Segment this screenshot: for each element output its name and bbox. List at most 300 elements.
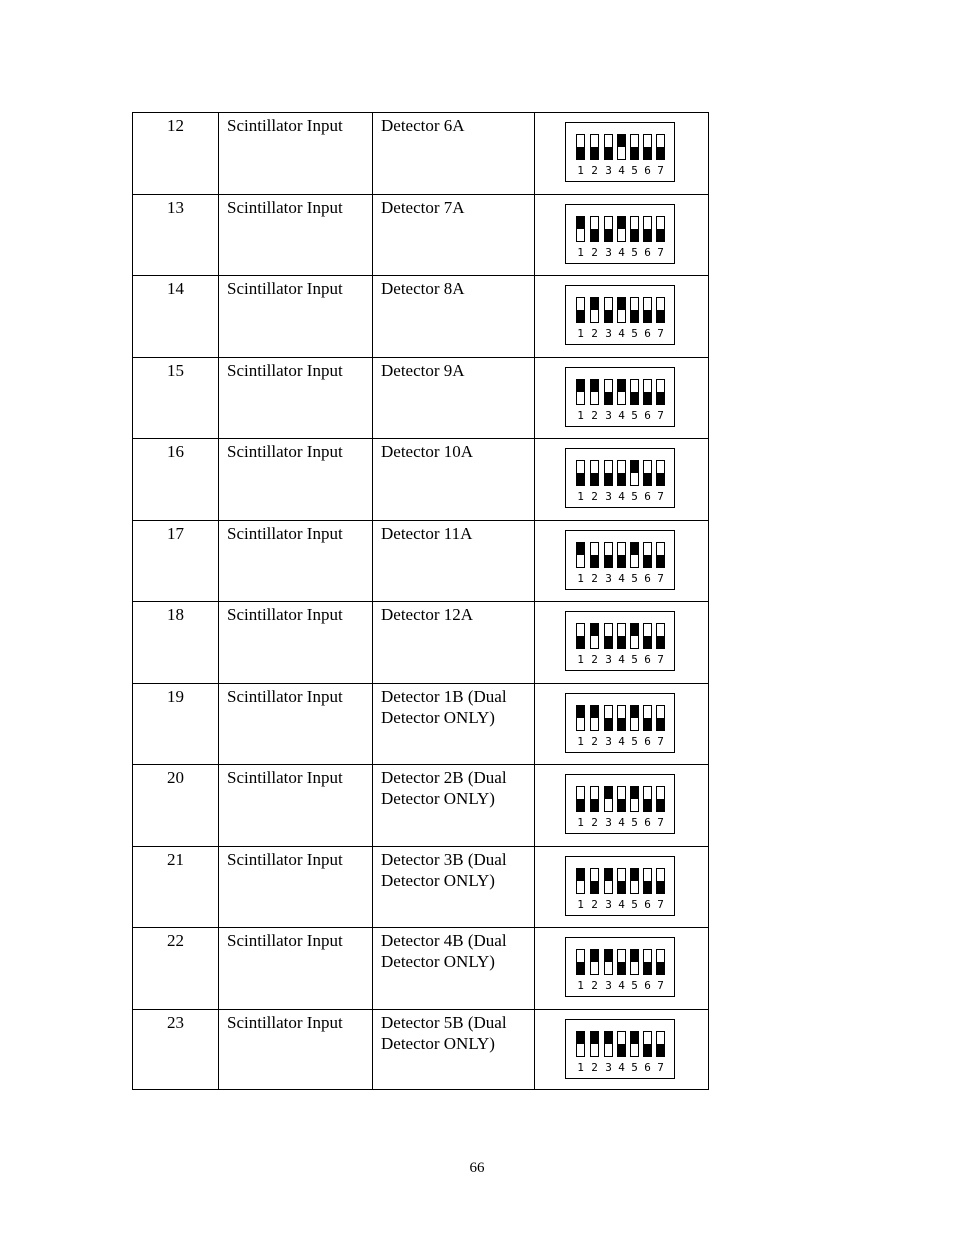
switch-knob bbox=[644, 392, 651, 404]
detector-description bbox=[372, 113, 534, 194]
detector-description bbox=[372, 765, 534, 846]
switch-knob bbox=[605, 950, 612, 962]
dip-switch-7-off bbox=[656, 542, 665, 568]
switch-number-label: 7 bbox=[657, 245, 664, 259]
switch-knob bbox=[657, 1044, 664, 1056]
switch-knob bbox=[605, 392, 612, 404]
dip-switch-5-on bbox=[630, 542, 639, 568]
switch-number-label: 4 bbox=[618, 1060, 625, 1074]
switch-number-label: 6 bbox=[644, 897, 651, 911]
switch-knob bbox=[657, 799, 664, 811]
dip-switch-2-on bbox=[590, 379, 599, 405]
switch-knob bbox=[591, 229, 598, 241]
switch-knob bbox=[591, 950, 598, 962]
row-number: 12 bbox=[167, 116, 184, 135]
dip-switch-7-off bbox=[656, 216, 665, 242]
dip-switch-4-off bbox=[617, 949, 626, 975]
dip-switch-5-on bbox=[630, 623, 639, 649]
switch-knob bbox=[657, 636, 664, 648]
switch-number-label: 1 bbox=[577, 245, 584, 259]
table-row bbox=[132, 275, 709, 357]
switch-knob bbox=[618, 1044, 625, 1056]
switch-number-label: 2 bbox=[591, 1060, 598, 1074]
switch-knob bbox=[618, 881, 625, 893]
switch-number-label: 3 bbox=[605, 571, 612, 585]
switch-knob bbox=[618, 962, 625, 974]
switch-knob bbox=[618, 380, 625, 392]
row-number: 23 bbox=[167, 1012, 184, 1032]
dip-switch-6-off bbox=[643, 949, 652, 975]
switch-knob bbox=[657, 392, 664, 404]
dip-switch-6-off bbox=[643, 786, 652, 812]
switch-knob bbox=[631, 706, 638, 718]
row-number: 21 bbox=[167, 849, 184, 869]
detector-description-line1: Detector 2B (Dual bbox=[381, 768, 507, 787]
dip-switch-diagram bbox=[565, 285, 675, 345]
dip-switch-7-off bbox=[656, 786, 665, 812]
detector-description-line1: Detector 4B (Dual bbox=[381, 931, 507, 950]
switch-knob bbox=[591, 706, 598, 718]
switch-number-label: 5 bbox=[631, 327, 638, 340]
dip-switch-7-off bbox=[656, 623, 665, 649]
dip-switch-2-off bbox=[590, 868, 599, 894]
dip-switch-6-off bbox=[643, 134, 652, 160]
switch-number-label: 6 bbox=[644, 490, 651, 503]
switch-knob bbox=[577, 869, 584, 881]
switch-number-label: 4 bbox=[618, 327, 625, 340]
detector-description-line2: Detector ONLY) bbox=[381, 707, 495, 727]
switch-knob bbox=[644, 799, 651, 811]
dip-switch-3-off bbox=[604, 460, 613, 486]
switch-number-label: 1 bbox=[577, 897, 584, 911]
dip-switch-1-off bbox=[576, 134, 585, 160]
switch-knob bbox=[657, 881, 664, 893]
switch-knob bbox=[618, 555, 625, 567]
dip-switch-6-off bbox=[643, 542, 652, 568]
switch-number-label: 1 bbox=[577, 164, 584, 177]
dip-switch-7-off bbox=[656, 949, 665, 975]
switch-number-label: 4 bbox=[618, 979, 625, 992]
switch-number-label: 3 bbox=[605, 164, 612, 177]
table-row bbox=[132, 357, 709, 439]
dip-switch-2-off bbox=[590, 216, 599, 242]
switch-knob bbox=[631, 624, 638, 636]
switch-knob bbox=[657, 555, 664, 567]
switch-knob bbox=[644, 636, 651, 648]
input-type: Scintillator Input bbox=[218, 276, 372, 357]
switch-number-label: 2 bbox=[591, 897, 598, 911]
switch-number-label: 4 bbox=[618, 245, 625, 259]
switch-number-label: 3 bbox=[605, 816, 612, 829]
dip-switch-2-on bbox=[590, 623, 599, 649]
dip-switch-3-off bbox=[604, 134, 613, 160]
dip-switch-4-off bbox=[617, 868, 626, 894]
dip-switch-diagram bbox=[565, 448, 675, 508]
switch-number-label: 2 bbox=[591, 327, 598, 340]
dip-switch-cell bbox=[534, 195, 708, 276]
switch-knob bbox=[591, 1032, 598, 1044]
dip-switch-6-off bbox=[643, 705, 652, 731]
dip-switch-3-off bbox=[604, 297, 613, 323]
dip-switch-3-on bbox=[604, 786, 613, 812]
switch-number-label: 1 bbox=[577, 1060, 584, 1074]
switch-knob bbox=[631, 950, 638, 962]
dip-switch-diagram bbox=[565, 204, 675, 264]
detector-description bbox=[372, 847, 534, 928]
table-row bbox=[132, 438, 709, 520]
detector-description-line1: Detector 10A bbox=[381, 442, 474, 461]
dip-switch-4-off bbox=[617, 786, 626, 812]
row-number: 16 bbox=[167, 442, 184, 461]
switch-number-label: 2 bbox=[591, 490, 598, 503]
dip-switch-cell bbox=[534, 439, 708, 520]
switch-knob bbox=[618, 473, 625, 485]
switch-number-label: 5 bbox=[631, 897, 638, 911]
dip-switch-6-off bbox=[643, 297, 652, 323]
detector-description-line1: Detector 6A bbox=[381, 116, 465, 135]
switch-knob bbox=[577, 962, 584, 974]
switch-number-label: 2 bbox=[591, 571, 598, 585]
dip-switch-1-on bbox=[576, 705, 585, 731]
dip-switch-4-on bbox=[617, 297, 626, 323]
dip-switch-cell bbox=[534, 684, 708, 765]
switch-number-label: 6 bbox=[644, 816, 651, 829]
switch-knob bbox=[657, 962, 664, 974]
detector-description-line2: Detector ONLY) bbox=[381, 1033, 495, 1053]
switch-knob bbox=[657, 147, 664, 159]
switch-knob bbox=[591, 799, 598, 811]
switch-knob bbox=[631, 543, 638, 555]
dip-switch-1-off bbox=[576, 460, 585, 486]
switch-knob bbox=[577, 636, 584, 648]
switch-knob bbox=[577, 217, 584, 229]
switch-knob bbox=[618, 799, 625, 811]
switch-knob bbox=[577, 380, 584, 392]
switch-number-label: 6 bbox=[644, 164, 651, 177]
dip-switch-diagram bbox=[565, 122, 675, 182]
dip-switch-5-off bbox=[630, 216, 639, 242]
dip-switch-1-on bbox=[576, 542, 585, 568]
dip-switch-1-off bbox=[576, 786, 585, 812]
dip-switch-7-off bbox=[656, 1031, 665, 1057]
dip-switch-3-off bbox=[604, 216, 613, 242]
switch-number-label: 6 bbox=[644, 571, 651, 585]
switch-number-label: 2 bbox=[591, 164, 598, 177]
switch-number-label: 2 bbox=[591, 734, 598, 748]
switch-number-label: 3 bbox=[605, 490, 612, 503]
dip-switch-7-off bbox=[656, 705, 665, 731]
detector-description bbox=[372, 602, 534, 683]
switch-knob bbox=[631, 229, 638, 241]
dip-switch-7-off bbox=[656, 868, 665, 894]
switch-knob bbox=[644, 473, 651, 485]
dip-switch-2-off bbox=[590, 786, 599, 812]
detector-description bbox=[372, 195, 534, 276]
table-row bbox=[132, 194, 709, 276]
switch-knob bbox=[644, 718, 651, 730]
dip-switch-4-off bbox=[617, 542, 626, 568]
switch-number-label: 6 bbox=[644, 245, 651, 259]
switch-number-label: 7 bbox=[657, 897, 664, 911]
input-type: Scintillator Input bbox=[218, 684, 372, 765]
switch-number-label: 1 bbox=[577, 734, 584, 748]
switch-knob bbox=[605, 147, 612, 159]
switch-knob bbox=[591, 624, 598, 636]
dip-switch-5-on bbox=[630, 786, 639, 812]
dip-switch-7-off bbox=[656, 460, 665, 486]
dip-switch-5-off bbox=[630, 297, 639, 323]
dip-switch-cell bbox=[534, 928, 708, 1009]
detector-description bbox=[372, 928, 534, 1009]
switch-knob bbox=[591, 555, 598, 567]
dip-switch-4-off bbox=[617, 460, 626, 486]
switch-number-label: 4 bbox=[618, 571, 625, 585]
switch-number-label: 2 bbox=[591, 408, 598, 422]
dip-switch-5-on bbox=[630, 460, 639, 486]
table-row bbox=[132, 112, 709, 194]
detector-description-line2: Detector ONLY) bbox=[381, 952, 495, 971]
input-type: Scintillator Input bbox=[218, 113, 372, 194]
table-row bbox=[132, 683, 709, 765]
switch-number-label: 6 bbox=[644, 979, 651, 992]
switch-number-label: 3 bbox=[605, 653, 612, 666]
table-row bbox=[132, 1009, 709, 1091]
switch-number-label: 3 bbox=[605, 408, 612, 422]
switch-number-label: 7 bbox=[657, 408, 664, 422]
switch-knob bbox=[631, 310, 638, 322]
switch-number-label: 7 bbox=[657, 164, 664, 177]
switch-knob bbox=[577, 706, 584, 718]
dip-switch-diagram bbox=[565, 693, 675, 753]
dip-switch-3-off bbox=[604, 705, 613, 731]
detector-description bbox=[372, 684, 534, 765]
switch-number-label: 1 bbox=[577, 653, 584, 666]
row-number: 20 bbox=[167, 768, 184, 787]
row-number: 14 bbox=[167, 279, 184, 298]
switch-knob bbox=[591, 473, 598, 485]
switch-number-label: 3 bbox=[605, 979, 612, 992]
dip-switch-4-off bbox=[617, 705, 626, 731]
switch-knob bbox=[605, 718, 612, 730]
switch-number-label: 1 bbox=[577, 816, 584, 829]
detector-description-line2: Detector ONLY) bbox=[381, 870, 495, 890]
switch-number-label: 1 bbox=[577, 490, 584, 503]
input-type: Scintillator Input bbox=[218, 928, 372, 1009]
table-row bbox=[132, 601, 709, 683]
dip-switch-6-off bbox=[643, 379, 652, 405]
switch-knob bbox=[644, 555, 651, 567]
dip-switch-settings-table bbox=[132, 112, 709, 1090]
detector-description bbox=[372, 276, 534, 357]
switch-knob bbox=[631, 147, 638, 159]
dip-switch-cell bbox=[534, 765, 708, 846]
dip-switch-3-off bbox=[604, 542, 613, 568]
dip-switch-cell bbox=[534, 602, 708, 683]
dip-switch-2-on bbox=[590, 297, 599, 323]
dip-switch-diagram bbox=[565, 530, 675, 590]
dip-switch-1-on bbox=[576, 1031, 585, 1057]
dip-switch-1-on bbox=[576, 379, 585, 405]
table-row bbox=[132, 846, 709, 928]
switch-knob bbox=[577, 799, 584, 811]
page-number: 66 bbox=[469, 1160, 485, 1176]
dip-switch-6-off bbox=[643, 1031, 652, 1057]
switch-knob bbox=[644, 881, 651, 893]
switch-knob bbox=[605, 555, 612, 567]
switch-knob bbox=[577, 473, 584, 485]
switch-number-label: 4 bbox=[618, 408, 625, 422]
row-number: 17 bbox=[167, 523, 184, 543]
switch-knob bbox=[657, 473, 664, 485]
switch-knob bbox=[631, 787, 638, 799]
switch-knob bbox=[591, 380, 598, 392]
dip-switch-3-on bbox=[604, 868, 613, 894]
input-type: Scintillator Input bbox=[218, 439, 372, 520]
dip-switch-1-off bbox=[576, 623, 585, 649]
switch-number-label: 5 bbox=[631, 1060, 638, 1074]
switch-number-label: 4 bbox=[618, 653, 625, 666]
dip-switch-4-on bbox=[617, 216, 626, 242]
switch-knob bbox=[591, 298, 598, 310]
switch-number-label: 5 bbox=[631, 979, 638, 992]
switch-number-label: 6 bbox=[644, 734, 651, 748]
switch-number-label: 3 bbox=[605, 327, 612, 340]
switch-knob bbox=[577, 543, 584, 555]
dip-switch-cell bbox=[534, 358, 708, 439]
switch-number-label: 7 bbox=[657, 979, 664, 992]
dip-switch-3-off bbox=[604, 379, 613, 405]
switch-number-label: 5 bbox=[631, 734, 638, 748]
dip-switch-diagram bbox=[565, 1019, 675, 1079]
row-number: 22 bbox=[167, 931, 184, 950]
switch-number-label: 4 bbox=[618, 897, 625, 911]
switch-number-label: 5 bbox=[631, 490, 638, 503]
switch-number-label: 6 bbox=[644, 1060, 651, 1074]
switch-knob bbox=[631, 869, 638, 881]
dip-switch-7-off bbox=[656, 379, 665, 405]
dip-switch-diagram bbox=[565, 774, 675, 834]
dip-switch-6-off bbox=[643, 216, 652, 242]
switch-knob bbox=[618, 217, 625, 229]
input-type: Scintillator Input bbox=[218, 602, 372, 683]
dip-switch-3-off bbox=[604, 623, 613, 649]
detector-description-line1: Detector 7A bbox=[381, 197, 465, 217]
dip-switch-2-on bbox=[590, 1031, 599, 1057]
detector-description-line2: Detector ONLY) bbox=[381, 789, 495, 808]
switch-knob bbox=[605, 636, 612, 648]
dip-switch-5-on bbox=[630, 949, 639, 975]
dip-switch-2-off bbox=[590, 134, 599, 160]
row-number: 18 bbox=[167, 605, 184, 624]
switch-knob bbox=[657, 229, 664, 241]
switch-knob bbox=[657, 718, 664, 730]
switch-number-label: 5 bbox=[631, 816, 638, 829]
detector-description bbox=[372, 358, 534, 439]
dip-switch-cell bbox=[534, 113, 708, 194]
dip-switch-5-off bbox=[630, 379, 639, 405]
switch-number-label: 2 bbox=[591, 245, 598, 259]
switch-number-label: 6 bbox=[644, 327, 651, 340]
dip-switch-3-on bbox=[604, 949, 613, 975]
dip-switch-cell bbox=[534, 276, 708, 357]
dip-switch-1-on bbox=[576, 868, 585, 894]
switch-number-label: 4 bbox=[618, 490, 625, 503]
switch-number-label: 5 bbox=[631, 408, 638, 422]
dip-switch-cell bbox=[534, 847, 708, 928]
switch-number-label: 3 bbox=[605, 1060, 612, 1074]
switch-knob bbox=[591, 881, 598, 893]
dip-switch-2-off bbox=[590, 542, 599, 568]
dip-switch-6-off bbox=[643, 868, 652, 894]
switch-knob bbox=[577, 310, 584, 322]
switch-knob bbox=[644, 1044, 651, 1056]
detector-description bbox=[372, 1010, 534, 1090]
switch-number-label: 2 bbox=[591, 653, 598, 666]
dip-switch-1-on bbox=[576, 216, 585, 242]
switch-knob bbox=[631, 392, 638, 404]
detector-description bbox=[372, 439, 534, 520]
switch-number-label: 5 bbox=[631, 164, 638, 177]
row-number: 13 bbox=[167, 197, 184, 217]
detector-description-line1: Detector 9A bbox=[381, 360, 465, 380]
switch-knob bbox=[618, 718, 625, 730]
dip-switch-7-off bbox=[656, 297, 665, 323]
switch-number-label: 7 bbox=[657, 571, 664, 585]
switch-number-label: 4 bbox=[618, 734, 625, 748]
dip-switch-5-on bbox=[630, 1031, 639, 1057]
switch-knob bbox=[657, 310, 664, 322]
switch-number-label: 1 bbox=[577, 979, 584, 992]
detector-description-line1: Detector 1B (Dual bbox=[381, 686, 507, 706]
dip-switch-5-on bbox=[630, 868, 639, 894]
dip-switch-6-off bbox=[643, 623, 652, 649]
row-number: 15 bbox=[167, 360, 184, 380]
dip-switch-4-on bbox=[617, 134, 626, 160]
switch-number-label: 7 bbox=[657, 490, 664, 503]
switch-number-label: 4 bbox=[618, 164, 625, 177]
switch-number-label: 7 bbox=[657, 327, 664, 340]
switch-knob bbox=[605, 473, 612, 485]
switch-number-label: 6 bbox=[644, 408, 651, 422]
dip-switch-5-on bbox=[630, 705, 639, 731]
input-type: Scintillator Input bbox=[218, 847, 372, 928]
detector-description-line1: Detector 8A bbox=[381, 279, 465, 298]
switch-knob bbox=[605, 869, 612, 881]
dip-switch-cell bbox=[534, 1010, 708, 1090]
dip-switch-1-off bbox=[576, 949, 585, 975]
table-row bbox=[132, 764, 709, 846]
switch-knob bbox=[631, 461, 638, 473]
switch-knob bbox=[631, 1032, 638, 1044]
switch-number-label: 2 bbox=[591, 979, 598, 992]
dip-switch-1-off bbox=[576, 297, 585, 323]
table-row bbox=[132, 927, 709, 1009]
detector-description-line1: Detector 5B (Dual bbox=[381, 1012, 507, 1032]
dip-switch-2-on bbox=[590, 705, 599, 731]
switch-number-label: 1 bbox=[577, 327, 584, 340]
detector-description-line1: Detector 3B (Dual bbox=[381, 849, 507, 869]
switch-number-label: 7 bbox=[657, 1060, 664, 1074]
switch-number-label: 4 bbox=[618, 816, 625, 829]
switch-knob bbox=[591, 147, 598, 159]
switch-knob bbox=[644, 229, 651, 241]
dip-switch-3-on bbox=[604, 1031, 613, 1057]
dip-switch-4-off bbox=[617, 1031, 626, 1057]
dip-switch-diagram bbox=[565, 856, 675, 916]
detector-description bbox=[372, 521, 534, 602]
dip-switch-2-off bbox=[590, 460, 599, 486]
switch-number-label: 2 bbox=[591, 816, 598, 829]
